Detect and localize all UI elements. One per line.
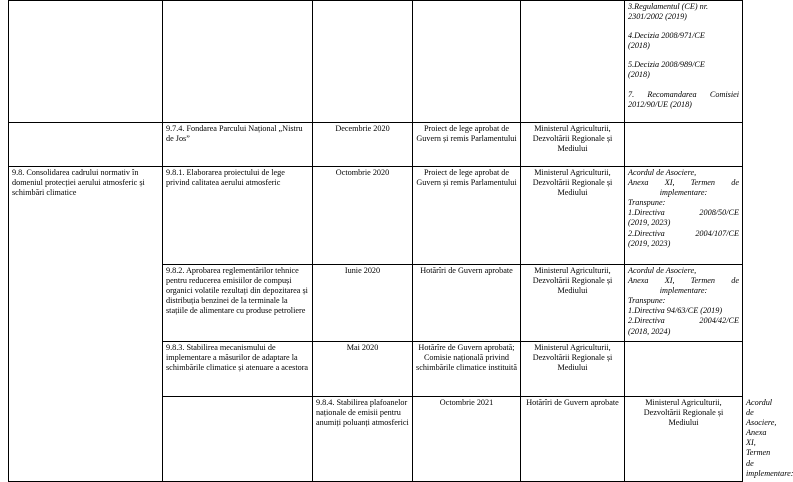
task-cell: 9.8.1. Elaborarea proiectului de lege privind calitatea aerului atmosferic [163, 167, 313, 265]
table-row [9, 123, 743, 167]
authority-cell: Ministerul Agriculturii, Dezvoltării Regionale și Mediului [521, 123, 625, 167]
table-row [9, 167, 743, 265]
outcome-cell: Hotărîri de Guvern aprobate [521, 397, 625, 482]
outcome-cell: Proiect de lege aprobat de Guvern și remis Parlamentului [413, 123, 521, 167]
reference-line: Anexa XI, Termen de [628, 276, 739, 286]
reference-line: 5.Decizia 2008/989/CE [628, 60, 705, 70]
authority-cell: Ministerul Agriculturii, Dezvoltării Regionale și Mediului [521, 167, 625, 265]
table-row: 9.8.4. Stabilirea plafoanelor naționale de emisii pentru anumiți poluanți atmosferici Octombrie 2021 Hotărîri de Guvern aprobate Ministerul Agriculturii, Dezvoltării Regionale și Mediului Acordul de Asociere, Anexa XI, Termen de implementare: [9, 397, 743, 482]
outcome-cell: Proiect de lege aprobat de Guvern și remis Parlamentului [413, 167, 521, 265]
deadline-cell: Octombrie 2020 [313, 167, 413, 265]
task-cell: 9.8.2. Aprobarea reglementărilor tehnice pentru reducerea emisiilor de compuși organici volatile rezultați din depozitarea și distribuția benzinei de la terminale la stațiile de alimentare cu produse petroliere [163, 265, 313, 342]
task-cell: 9.7.4. Fondarea Parcului Național „Nistru de Jos” [163, 123, 313, 167]
reference-line: (2019, 2023) [628, 238, 671, 248]
measure-cell [9, 123, 163, 167]
measure-cell: 9.8. Consolidarea cadrului normativ în domeniul protecției aerului atmosferic și schimbări climatice [9, 167, 163, 482]
references-cell [625, 167, 743, 265]
reference-line: 4.Decizia 2008/971/CE [628, 31, 705, 41]
reference-line: Transpune: [628, 296, 666, 306]
action-plan-table [8, 0, 793, 482]
deadline-cell: Mai 2020 [313, 342, 413, 397]
authority-cell: Ministerul Agriculturii, Dezvoltării Regionale și Mediului [521, 265, 625, 342]
reference-line: (2018) [628, 70, 650, 80]
reference-line: 7. Recomandarea Comisiei [628, 89, 739, 99]
references-cell [625, 1, 743, 123]
outcome-cell: Hotărîre de Guvern aprobată; Comisie națională privind schimbările climatice instituită [413, 342, 521, 397]
reference-line: (2018, 2024) [628, 326, 671, 336]
reference-line: (2019, 2023) [628, 218, 671, 228]
measure-cell [9, 1, 163, 123]
references-cell [625, 265, 743, 342]
reference-line: Anexa XI, Termen de [628, 178, 739, 188]
reference-line: Acordul de Asociere, [628, 168, 697, 177]
references-cell [625, 342, 743, 397]
table-row [9, 1, 743, 123]
reference-line: Acordul de Asociere, [628, 266, 697, 275]
reference-line: 1.Directiva 94/63/CE (2019) [628, 306, 723, 316]
deadline-cell: Octombrie 2021 [413, 397, 521, 482]
reference-line: 1.Directiva 2008/50/CE [628, 208, 739, 218]
reference-line: Transpune: [628, 198, 666, 208]
reference-line: 2301/2002 (2019) [628, 12, 687, 22]
deadline-cell: Decembrie 2020 [313, 123, 413, 167]
authority-cell [521, 1, 625, 123]
measure-cell [163, 397, 313, 482]
authority-cell: Ministerul Agriculturii, Dezvoltării Regionale și Mediului [521, 342, 625, 397]
reference-line: 3.Regulamentul (CE) nr. [628, 2, 709, 11]
reference-line: implementare: [659, 286, 708, 296]
reference-line: implementare: [659, 188, 708, 198]
outcome-cell: Hotărîri de Guvern aprobate [413, 265, 521, 342]
task-cell [163, 1, 313, 123]
reference-line: 2.Directiva 2004/107/CE [628, 228, 739, 238]
deadline-cell [313, 1, 413, 123]
task-cell: 9.8.3. Stabilirea mecanismului de implementare a măsurilor de adaptare la schimbările climatice și atenuare a acestora [163, 342, 313, 397]
outcome-cell [413, 1, 521, 123]
task-cell: 9.8.4. Stabilirea plafoanelor naționale de emisii pentru anumiți poluanți atmosferici [313, 397, 413, 482]
authority-cell: Ministerul Agriculturii, Dezvoltării Regionale și Mediului [625, 397, 743, 482]
reference-line: 2.Directiva 2004/42/CE [628, 316, 739, 326]
reference-line: (2018) [628, 41, 650, 51]
reference-line: 2012/90/UE (2018) [628, 99, 692, 109]
deadline-cell: Iunie 2020 [313, 265, 413, 342]
references-cell [625, 123, 743, 167]
